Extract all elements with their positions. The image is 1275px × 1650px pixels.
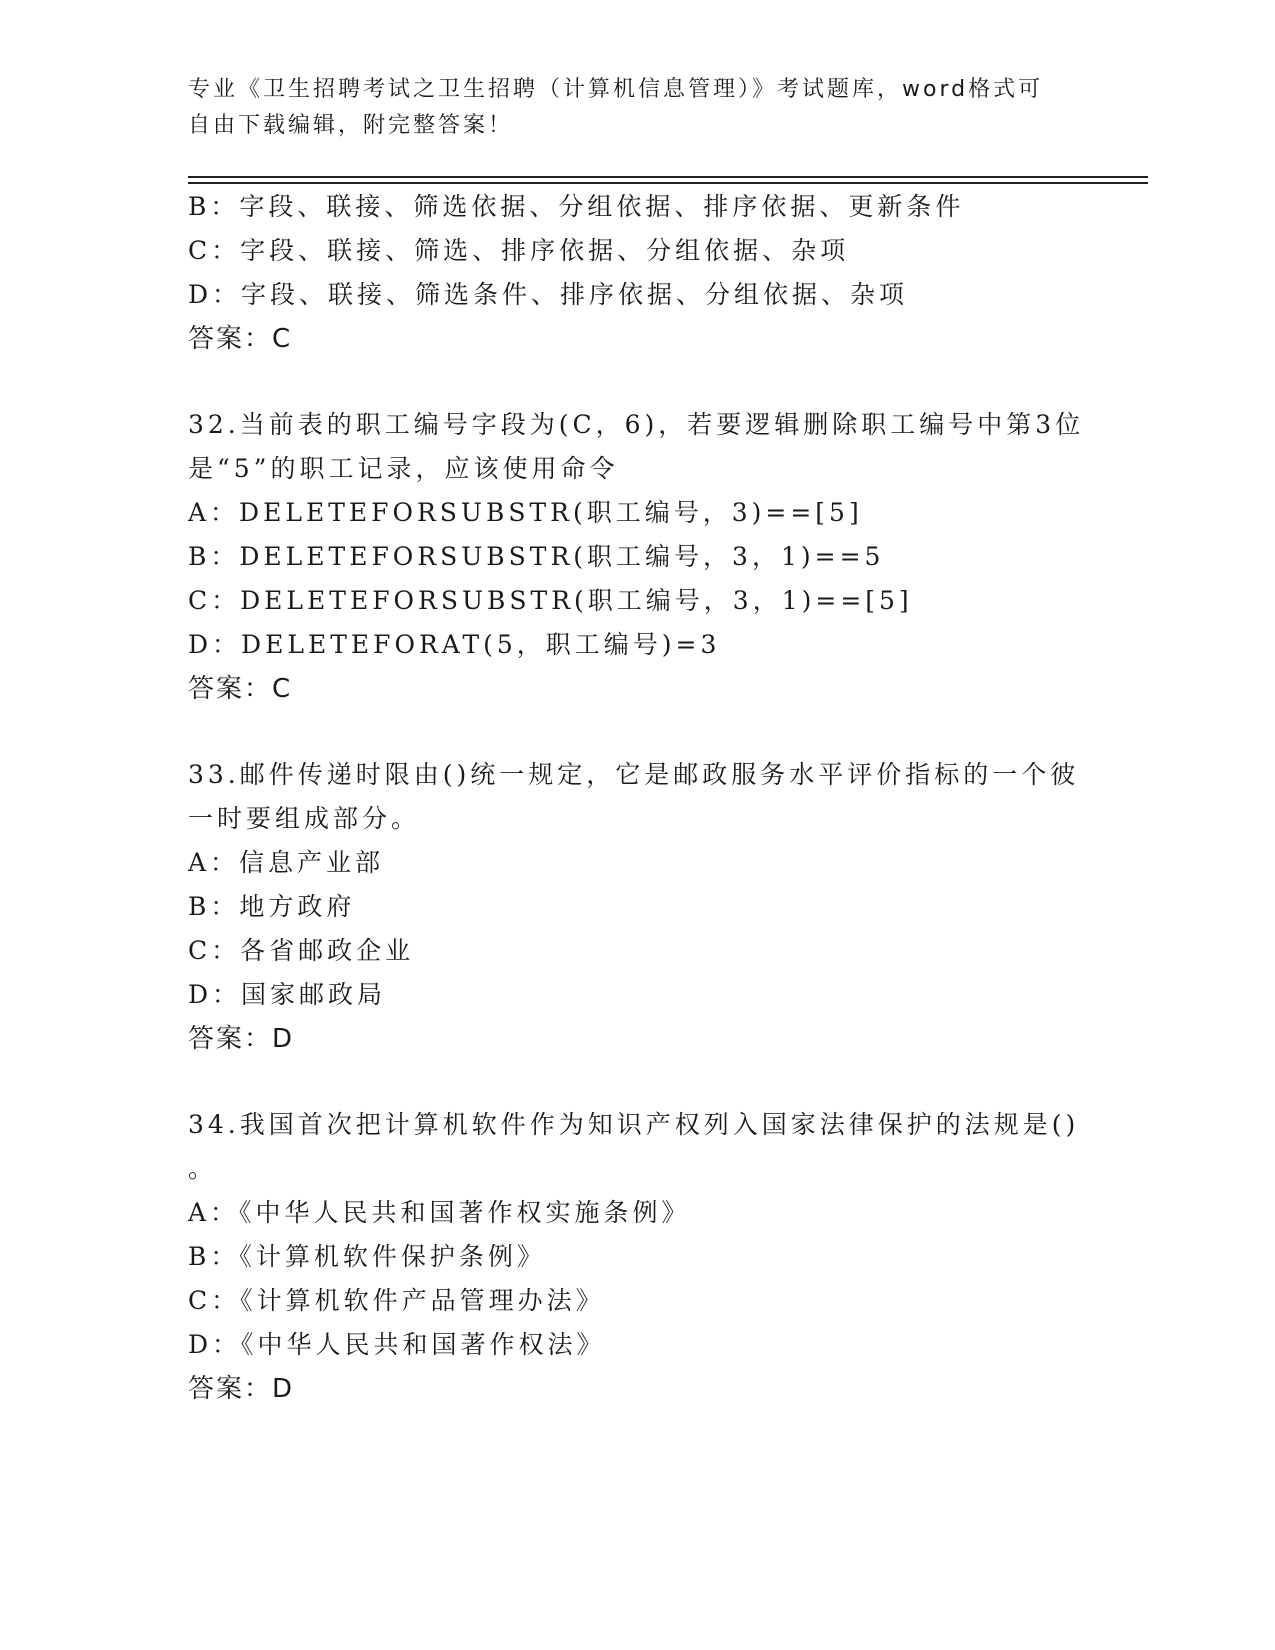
q34-option-c: C：《计算机软件产品管理办法》 (188, 1286, 605, 1315)
header-rule-top (188, 176, 1148, 178)
q33-answer: 答案：D (188, 1024, 295, 1054)
header-rule-bottom (188, 182, 1148, 184)
q31-option-b: B：字段、联接、筛选依据、分组依据、排序依据、更新条件 (188, 192, 965, 221)
q32-option-b: B：DELETEFORSUBSTR(职工编号，3，1)==5 (188, 542, 885, 571)
q34-option-b: B：《计算机软件保护条例》 (188, 1242, 546, 1271)
q33-option-a: A：信息产业部 (188, 848, 385, 877)
q31-answer: 答案：C (188, 324, 293, 354)
document-header: 专业《卫生招聘考试之卫生招聘（计算机信息管理）》考试题库，word格式可自由下载编辑，附完整答案！ (188, 77, 1044, 138)
q33-option-d: D：国家邮政局 (188, 980, 387, 1009)
q33-question-line2: 一时要组成部分。 (188, 804, 421, 833)
q31-option-c: C：字段、联接、筛选、排序依据、分组依据、杂项 (188, 236, 850, 265)
q32-option-c: C：DELETEFORSUBSTR(职工编号，3，1)==[5] (188, 586, 913, 615)
q33-option-c: C：各省邮政企业 (188, 936, 415, 965)
q33-question-line1: 33.邮件传递时限由()统一规定，它是邮政服务水平评价指标的一个彼 (188, 760, 1080, 789)
q31-option-d: D：字段、联接、筛选条件、排序依据、分组依据、杂项 (188, 280, 909, 309)
q34-question-line1: 34.我国首次把计算机软件作为知识产权列入国家法律保护的法规是() (188, 1110, 1080, 1139)
q34-option-a: A：《中华人民共和国著作权实施条例》 (188, 1198, 691, 1227)
q34-question-line2: 。 (188, 1154, 218, 1183)
q32-question-line2: 是“5”的职工记录，应该使用命令 (188, 454, 619, 483)
q32-question-line1: 32.当前表的职工编号字段为(C，6)，若要逻辑删除职工编号中第3位 (188, 410, 1085, 439)
q32-option-d: D：DELETEFORAT(5，职工编号)=3 (188, 630, 721, 659)
q32-option-a: A：DELETEFORSUBSTR(职工编号，3)==[5] (188, 498, 863, 527)
q32-answer: 答案：C (188, 674, 293, 704)
q34-answer: 答案：D (188, 1374, 295, 1404)
q33-option-b: B：地方政府 (188, 892, 356, 921)
q34-option-d: D：《中华人民共和国著作权法》 (188, 1330, 606, 1359)
